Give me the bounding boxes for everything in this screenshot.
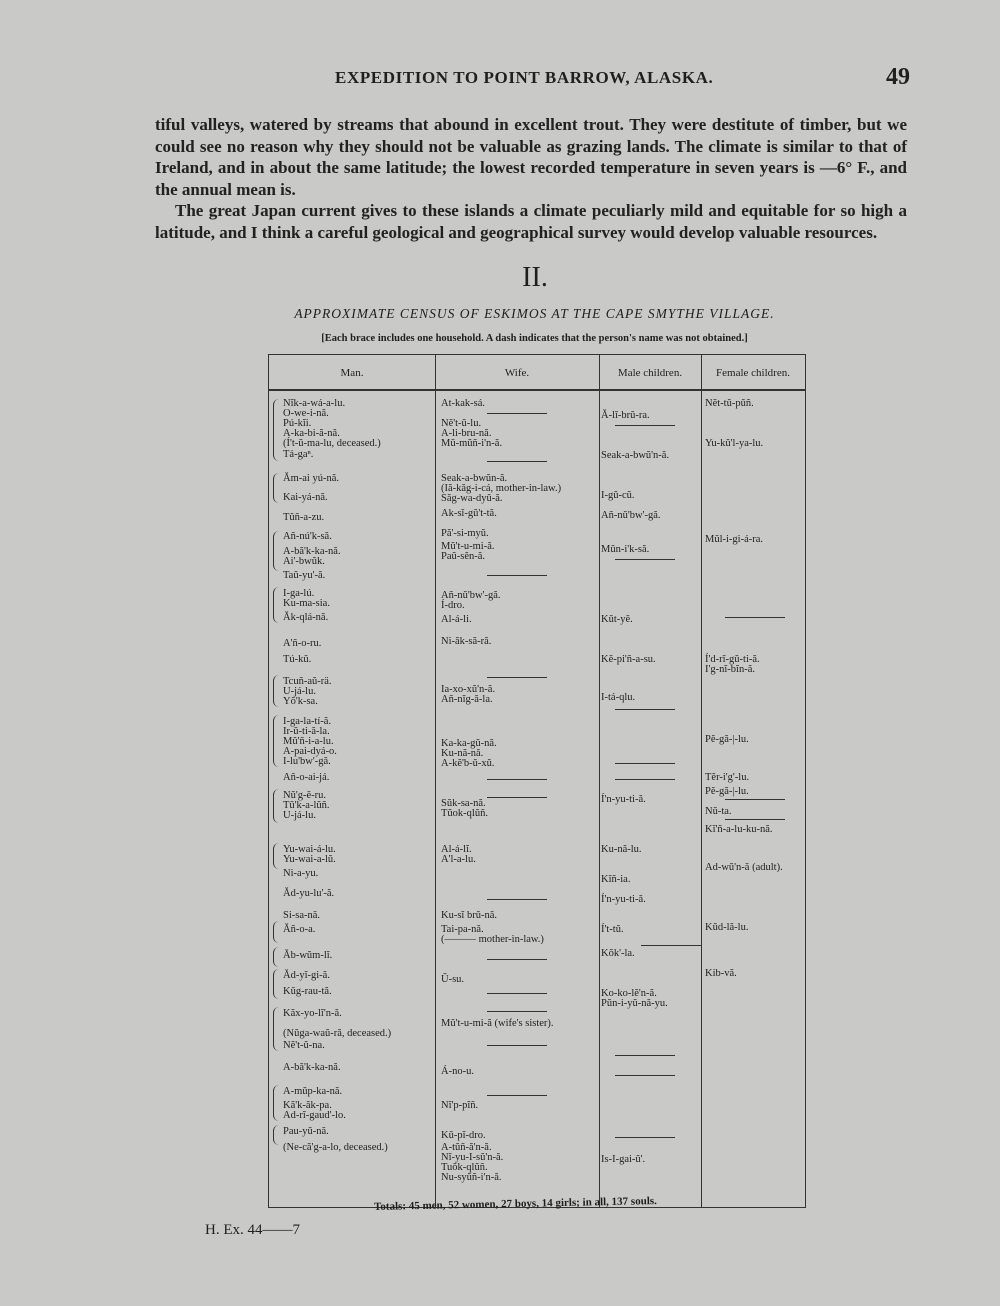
unnamed-dash <box>615 1055 675 1056</box>
man-entry: Pau-yŭ-nă. <box>283 1126 329 1137</box>
male-entry: Í'n-yu-ti-ă. <box>601 794 646 805</box>
man-entry: A-bă'k-ka-nă. <box>283 1062 341 1073</box>
man-entry: Tcuñ-aŭ-rä. <box>283 676 332 687</box>
unnamed-dash <box>487 413 547 414</box>
male-entry: Is-I-gai-ŭ'. <box>601 1154 646 1165</box>
household-brace <box>273 399 279 461</box>
man-entry: Ăñ-o-a. <box>283 924 316 935</box>
female-entry: Ad-wŭ'n-ă (adult). <box>705 862 783 873</box>
man-entry: Ir-ŭ-ti-ă-la. <box>283 726 330 737</box>
man-entry: I-ga-la-tí-ă. <box>283 716 332 727</box>
column-divider <box>435 355 436 1207</box>
wife-entry: A-kĕ'b-ŭ-xŭ. <box>441 758 495 769</box>
unnamed-dash <box>487 575 547 576</box>
unnamed-dash <box>615 1075 675 1076</box>
man-entry: Yu-wai-á-lu. <box>283 844 336 855</box>
wife-entry: A'l-a-lu. <box>441 854 476 865</box>
man-entry: (Í't-ŭ-ma-lu, deceased.) <box>283 438 381 449</box>
wife-entry: Tai-pa-nă. <box>441 924 484 935</box>
man-entry: Ku-ma-sia. <box>283 598 330 609</box>
wife-entry: Mŭ't-u-mi-ă (wife's sister). <box>441 1018 554 1029</box>
table-totals: Totals: 45 men, 52 women, 27 boys, 14 girls; in all, 137 souls. <box>373 1195 657 1213</box>
female-entry: Mŭl-i-gi-á-ra. <box>705 534 764 545</box>
household-brace <box>273 1125 279 1145</box>
wife-entry: Ia-xo-xŭ'n-ă. <box>441 684 496 695</box>
male-entry: Kŏk'-la. <box>601 948 635 959</box>
paragraph: The great Japan current gives to these islands a climate peculiarly mild and equitable for so high a latitude, and I think a careful geological and geographical survey would develop valuable resources. <box>155 201 907 242</box>
wife-entry: Ka-ka-gŭ-nă. <box>441 738 497 749</box>
household-brace <box>273 843 279 869</box>
wife-entry: Á-no-u. <box>441 1066 474 1077</box>
section-numeral: II. <box>522 262 548 293</box>
wife-entry: Nu-syŭñ-i'n-ă. <box>441 1172 502 1183</box>
man-entry: Nĭk-a-wá-a-lu. <box>283 398 346 409</box>
man-entry: A-pai-dyá-o. <box>283 746 337 757</box>
man-entry: Ăd-yĭ-gi-ă. <box>283 970 330 981</box>
wife-entry: Mŭ-mŭñ-i'n-ă. <box>441 438 503 449</box>
man-entry: Ăb-wŭm-lĭ. <box>283 950 333 961</box>
wife-entry: Nĭ-yu-I-sŭ'n-ă. <box>441 1152 504 1163</box>
man-entry: I-ga-lú. <box>283 588 315 599</box>
unnamed-dash <box>615 763 675 764</box>
wife-entry: Añ-nŭ'bw'-gă. <box>441 590 501 601</box>
table-note: [Each brace includes one household. A dash indicates that the person's name was not obtained.] <box>321 333 748 344</box>
unnamed-dash <box>725 799 785 800</box>
wife-entry: (Iă-kăg-i-cá, mother-in-law.) <box>441 483 562 494</box>
man-entry: Tŭñ-a-zu. <box>283 512 325 523</box>
unnamed-dash <box>487 461 547 462</box>
household-brace <box>273 715 279 767</box>
female-entry: Kib-vă. <box>705 968 737 979</box>
wife-entry: Í-dro. <box>441 600 465 611</box>
wife-entry: Al-á-li. <box>441 614 472 625</box>
unnamed-dash <box>615 779 675 780</box>
man-entry: Tŭ'k-a-lŭñ. <box>283 800 330 811</box>
man-entry: (Nŭga-waŭ-ră, deceased.) <box>283 1028 392 1039</box>
man-entry: Añ-nú'k-să. <box>283 531 332 542</box>
unnamed-dash <box>615 1137 675 1138</box>
male-entry: Seak-a-bwŭ'n-ă. <box>601 450 670 461</box>
census-table <box>268 354 806 1208</box>
male-entry: I-tá-qlu. <box>601 692 636 703</box>
unnamed-dash <box>725 617 785 618</box>
running-head <box>150 64 910 94</box>
household-brace <box>273 1007 279 1051</box>
wife-entry: Kŭ-pĭ-dro. <box>441 1130 486 1141</box>
running-title: EXPEDITION TO POINT BARROW, ALASKA. <box>335 68 714 87</box>
wife-entry: A-li-bru-nă. <box>441 428 492 439</box>
man-entry: U-já-lu. <box>283 686 316 697</box>
unnamed-dash <box>487 959 547 960</box>
man-entry: (Ne-că'g-a-lo, deceased.) <box>283 1142 388 1153</box>
female-entry: I'g-nĭ-bĭn-ă. <box>705 664 755 675</box>
man-entry: I-lu'bw'-gă. <box>283 756 331 767</box>
man-entry: A-bă'k-ka-nă. <box>283 546 341 557</box>
wife-entry: Ku-sĭ brŭ-nă. <box>441 910 497 921</box>
unnamed-dash <box>615 425 675 426</box>
unnamed-dash <box>487 899 547 900</box>
man-entry: Taŭ-yu'-ă. <box>283 570 326 581</box>
man-entry: Ăd-yu-lu'-ă. <box>283 888 335 899</box>
man-entry: A-mŭp-ka-nă. <box>283 1086 343 1097</box>
man-entry: Nĕ't-ŭ-na. <box>283 1040 325 1051</box>
unnamed-dash <box>487 993 547 994</box>
unnamed-dash <box>725 819 785 820</box>
man-entry: Kă'k-ăk-pa. <box>283 1100 332 1111</box>
body-text <box>155 114 907 243</box>
column-header-man: Man. <box>269 355 435 391</box>
man-entry: Ad-rĭ-gaud'-lo. <box>283 1110 346 1121</box>
unnamed-dash <box>615 559 675 560</box>
unnamed-dash <box>487 1095 547 1096</box>
man-entry: Ni-a-yu. <box>283 868 319 879</box>
man-entry: Kai-yá-nă. <box>283 492 328 503</box>
man-entry: Yŏ'k-sa. <box>283 696 318 707</box>
unnamed-dash <box>487 797 547 798</box>
wife-entry: Ak-sĭ-gŭ't-tă. <box>441 508 497 519</box>
wife-entry: Ku-nă-nă. <box>441 748 484 759</box>
man-entry: Kăx-yo-lĭ'n-ă. <box>283 1008 342 1019</box>
man-entry: A-ka-bi-ă-nă. <box>283 428 340 439</box>
household-brace <box>273 1085 279 1121</box>
man-entry: Ai'-bwŭk. <box>283 556 325 567</box>
man-entry: Nŭ'g-ĕ-ru. <box>283 790 326 801</box>
female-entry: Nĕt-tŭ-pŭñ. <box>705 398 754 409</box>
man-entry: Pú-kĭi. <box>283 418 312 429</box>
household-brace <box>273 789 279 823</box>
signature-mark: H. Ex. 44——7 <box>205 1222 300 1238</box>
household-brace <box>273 947 279 967</box>
wife-entry: Mŭ't-u-mi-ă. <box>441 541 495 552</box>
female-entry: Nŭ-ta. <box>705 806 732 817</box>
man-entry: Si-sa-nă. <box>283 910 321 921</box>
unnamed-dash <box>487 1045 547 1046</box>
household-brace <box>273 531 279 571</box>
man-entry: O-we-i-nă. <box>283 408 329 419</box>
wife-entry: (——— mother-in-law.) <box>441 934 544 945</box>
unnamed-dash <box>615 709 675 710</box>
household-brace <box>273 473 279 503</box>
female-entry: Kŭd-lă-lu. <box>705 922 749 933</box>
wife-entry: Nĭ'p-pĭñ. <box>441 1100 479 1111</box>
wife-entry: Seak-a-bwŭn-ă. <box>441 473 508 484</box>
male-entry: I-gŭ-cŭ. <box>601 490 635 501</box>
unnamed-dash <box>487 779 547 780</box>
wife-entry: A-tŭñ-ă'n-ă. <box>441 1142 492 1153</box>
female-entry: Tĕr-i'g'-lu. <box>705 772 750 783</box>
column-header-female-children: Female children. <box>701 355 805 391</box>
column-header-male-children: Male children. <box>599 355 701 391</box>
column-header-wife: Wife. <box>435 355 599 391</box>
male-entry: Ă-lĭ-brŭ-ra. <box>601 410 650 421</box>
paragraph: tiful valleys, watered by streams that abound in excellent trout. They were destitute of timber, but we could see no reason why they should not be valuable as grazing lands. The climate is similar to that of Ireland, and in about the same latitude; the lowest recorded temperature in seven years is —6° F., and the annual mean is. <box>155 115 907 199</box>
household-brace <box>273 921 279 943</box>
wife-entry: Tuŏk-qlŭñ. <box>441 1162 488 1173</box>
wife-entry: Tŭok-qlŭñ. <box>441 808 488 819</box>
man-entry: Yu-wai-a-lŭ. <box>283 854 336 865</box>
man-entry: Tú-kŭ. <box>283 654 312 665</box>
wife-entry: Sŭk-sa-nă. <box>441 798 486 809</box>
man-entry: Añ-o-ai-já. <box>283 772 330 783</box>
page-number: 49 <box>886 64 910 90</box>
wife-entry: Nĕ't-ŭ-lu. <box>441 418 482 429</box>
female-entry: Pĕ-gă-|-lu. <box>705 786 749 797</box>
household-brace <box>273 675 279 707</box>
male-entry: Kĭñ-ia. <box>601 874 631 885</box>
wife-entry: Săg-wa-dyŭ-ă. <box>441 493 503 504</box>
table-title: APPROXIMATE CENSUS OF ESKIMOS AT THE CAPE SMYTHE VILLAGE. <box>294 306 775 321</box>
column-divider <box>599 355 600 1207</box>
unnamed-dash <box>487 677 547 678</box>
female-entry: Pĕ-gă-|-lu. <box>705 734 749 745</box>
wife-entry: Pă'-si-myŭ. <box>441 528 489 539</box>
male-entry: Kŭt-yĕ. <box>601 614 633 625</box>
man-entry: Ăm-ai yú-nă. <box>283 473 339 484</box>
man-entry: Mŭ'ñ-i-a-lu. <box>283 736 334 747</box>
man-entry: U-já-lu. <box>283 810 316 821</box>
male-entry: Í't-tŭ. <box>601 924 624 935</box>
male-entry: Pŭn-i-yŭ-nă-yu. <box>601 998 668 1009</box>
wife-entry: Ni-ăk-să-ră. <box>441 636 492 647</box>
wife-entry: Paŭ-sĕn-ă. <box>441 551 486 562</box>
male-entry: Ko-ko-lĕ'n-ă. <box>601 988 657 999</box>
male-entry: Añ-nŭ'bw'-gă. <box>601 510 661 521</box>
household-brace <box>273 969 279 999</box>
female-entry: Kĭ'ñ-a-lu-ku-nă. <box>705 824 773 835</box>
household-brace <box>273 587 279 623</box>
man-entry: Tá-gaⁿ. <box>283 449 314 460</box>
unnamed-dash <box>641 945 701 946</box>
wife-entry: Al-á-lĭ. <box>441 844 472 855</box>
wife-entry: Añ-nĭg-ă-la. <box>441 694 493 705</box>
male-entry: Mŭn-i'k-să. <box>601 544 650 555</box>
man-entry: A'ñ-o-ru. <box>283 638 322 649</box>
female-entry: Í'd-rĭ-gŭ-ti-ă. <box>705 654 760 665</box>
wife-entry: At-kak-sá. <box>441 398 486 409</box>
column-divider <box>701 355 702 1207</box>
female-entry: Yu-kŭ'l-ya-lu. <box>705 438 764 449</box>
unnamed-dash <box>487 1011 547 1012</box>
male-entry: Ku-nă-lu. <box>601 844 642 855</box>
man-entry: Kŭg-rau-tă. <box>283 986 332 997</box>
wife-entry: Ŭ-su. <box>441 974 465 985</box>
male-entry: Í'n-yu-ti-ă. <box>601 894 646 905</box>
man-entry: Ăk-qlá-nă. <box>283 612 329 623</box>
male-entry: Kĕ-pi'ñ-a-su. <box>601 654 656 665</box>
